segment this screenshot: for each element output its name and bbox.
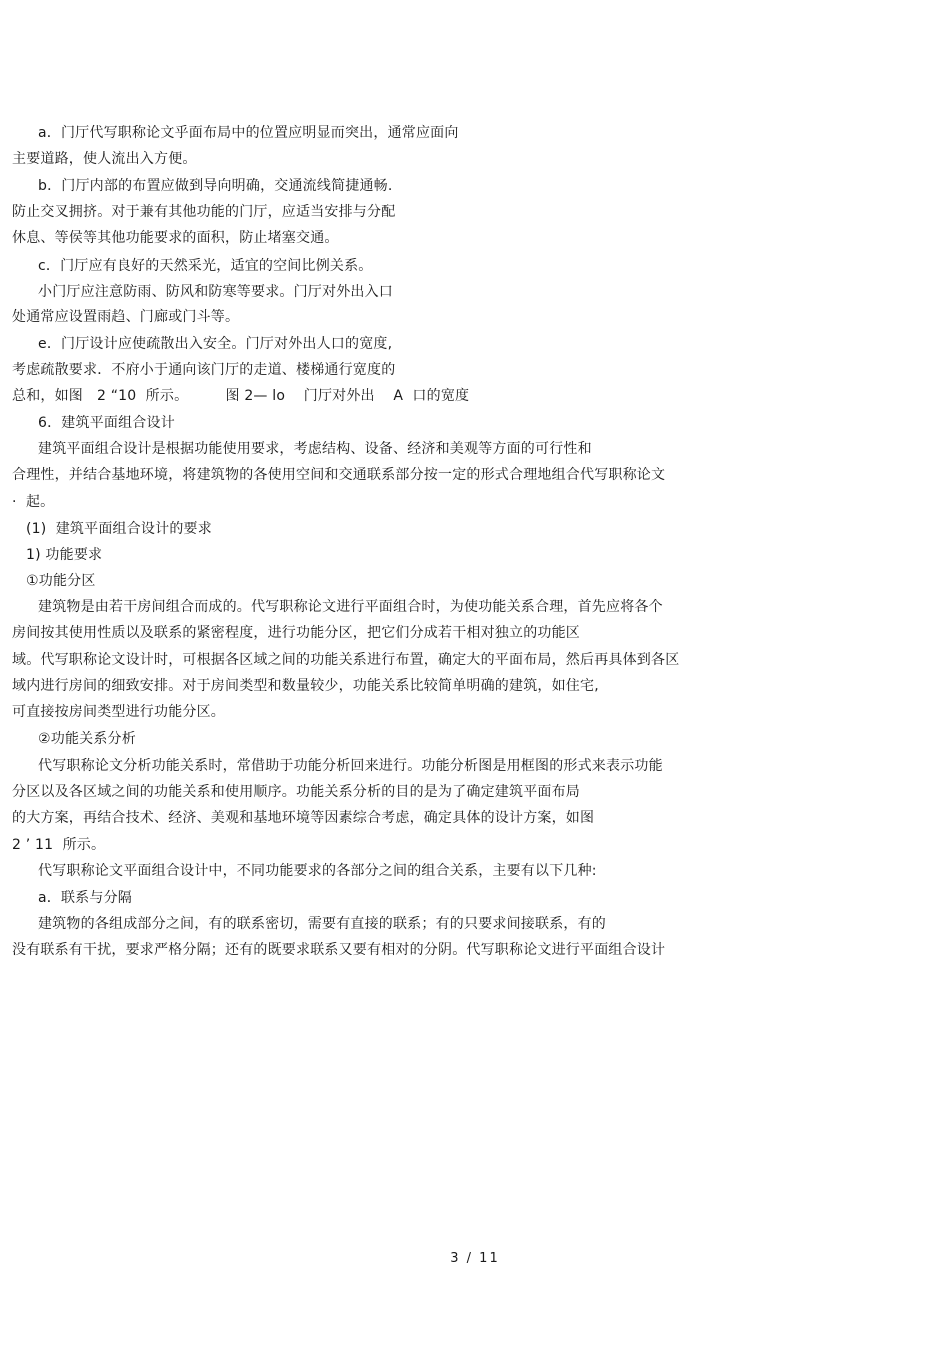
text-line: 可直接按房间类型进行功能分区。 [12, 704, 225, 720]
subsection-heading: ①功能分区 [26, 573, 96, 589]
text-line: 考虑疏散要求．不府小于通向该门厅的走道、楼梯通行宽度的 [12, 362, 396, 378]
text-line: 休息、等侯等其他功能要求的面积，防止堵塞交通。 [12, 230, 339, 246]
text-line: c．门厅应有良好的天然采光，适宜的空间比例关系。 [38, 258, 373, 274]
text-line: 建筑物是由若干房间组合而成的。代写职称论文进行平面组合时，为使功能关系合理，首先应将各个 [38, 599, 663, 615]
text-line: e．门厅设计应使疏散出入安全。门厅对外出人口的宽度, [38, 336, 393, 352]
text-line: b．门厅内部的布置应做到导向明确，交通流线简捷通畅. [38, 178, 393, 194]
page-number: 3 / 11 [450, 1251, 500, 1266]
text-line: 建筑物的各组成部分之间，有的联系密切，需要有直接的联系；有的只要求间接联系，有的 [38, 916, 606, 932]
text-line: 的大方案，再结合技术、经济、美观和基地环境等因素综合考虑，确定具体的设计方案，如图 [12, 810, 595, 826]
text-line: a．门厅代写职称论文乎面布局中的位置应明显而突出，通常应面向 [38, 125, 459, 141]
subsection-heading: ②功能关系分析 [38, 731, 136, 747]
subsection-heading: (1) 建筑平面组合设计的要求 [26, 521, 212, 537]
text-line: 合理性，并结合基地环境，将建筑物的各使用空间和交通联系部分按一定的形式合理地组合代写职称论文 [12, 467, 666, 483]
subsection-heading: a．联系与分隔 [38, 890, 132, 906]
subsection-heading: 1) 功能要求 [26, 547, 103, 563]
text-line: 建筑平面组合设计是根据功能使用要求，考虑结构、设备、经济和美观等方面的可行性和 [38, 441, 592, 457]
text-line: 代写职称论文平面组合设计中，不同功能要求的各部分之间的组合关系，主要有以下几种: [38, 863, 597, 879]
text-line: 防止交叉拥挤。对于兼有其他功能的门厅，应适当安排与分配 [12, 204, 396, 220]
text-line: · 起。 [12, 494, 55, 510]
text-line: 域内进行房间的细致安排。对于房间类型和数量较少，功能关系比较简单明确的建筑，如住宅, [12, 678, 599, 694]
section-heading: 6．建筑平面组合设计 [38, 415, 175, 431]
text-line: 代写职称论文分析功能关系时，常借助于功能分析回来进行。功能分析图是用框图的形式来表示功能 [38, 758, 663, 774]
text-line: 2 ’ 11 所示。 [12, 837, 106, 853]
text-line: 没有联系有干扰，要求严格分隔；还有的既要求联系又要有相对的分阴。代写职称论文进行平面组合设计 [12, 942, 666, 958]
text-line: 房间按其使用性质以及联系的紧密程度，进行功能分区，把它们分成若干相对独立的功能区 [12, 625, 580, 641]
text-line: 小门厅应注意防雨、防风和防寒等要求。门厅对外出入口 [38, 284, 393, 300]
text-line: 处通常应设置雨趋、门廊或门斗等。 [12, 309, 240, 325]
text-line: 域。代写职称论文设计时，可根据各区域之间的功能关系进行布置，确定大的平面布局，然后再具体到各区 [12, 652, 680, 668]
text-line: 主要道路，使人流出入方便。 [12, 151, 197, 167]
text-line: 分区以及各区域之间的功能关系和使用顺序。功能关系分析的目的是为了确定建筑平面布局 [12, 784, 580, 800]
figure-caption-line: 总和，如图 2 “10 所示。 图 2— lo 门厅对外出 A 口的宽度 [12, 388, 470, 404]
